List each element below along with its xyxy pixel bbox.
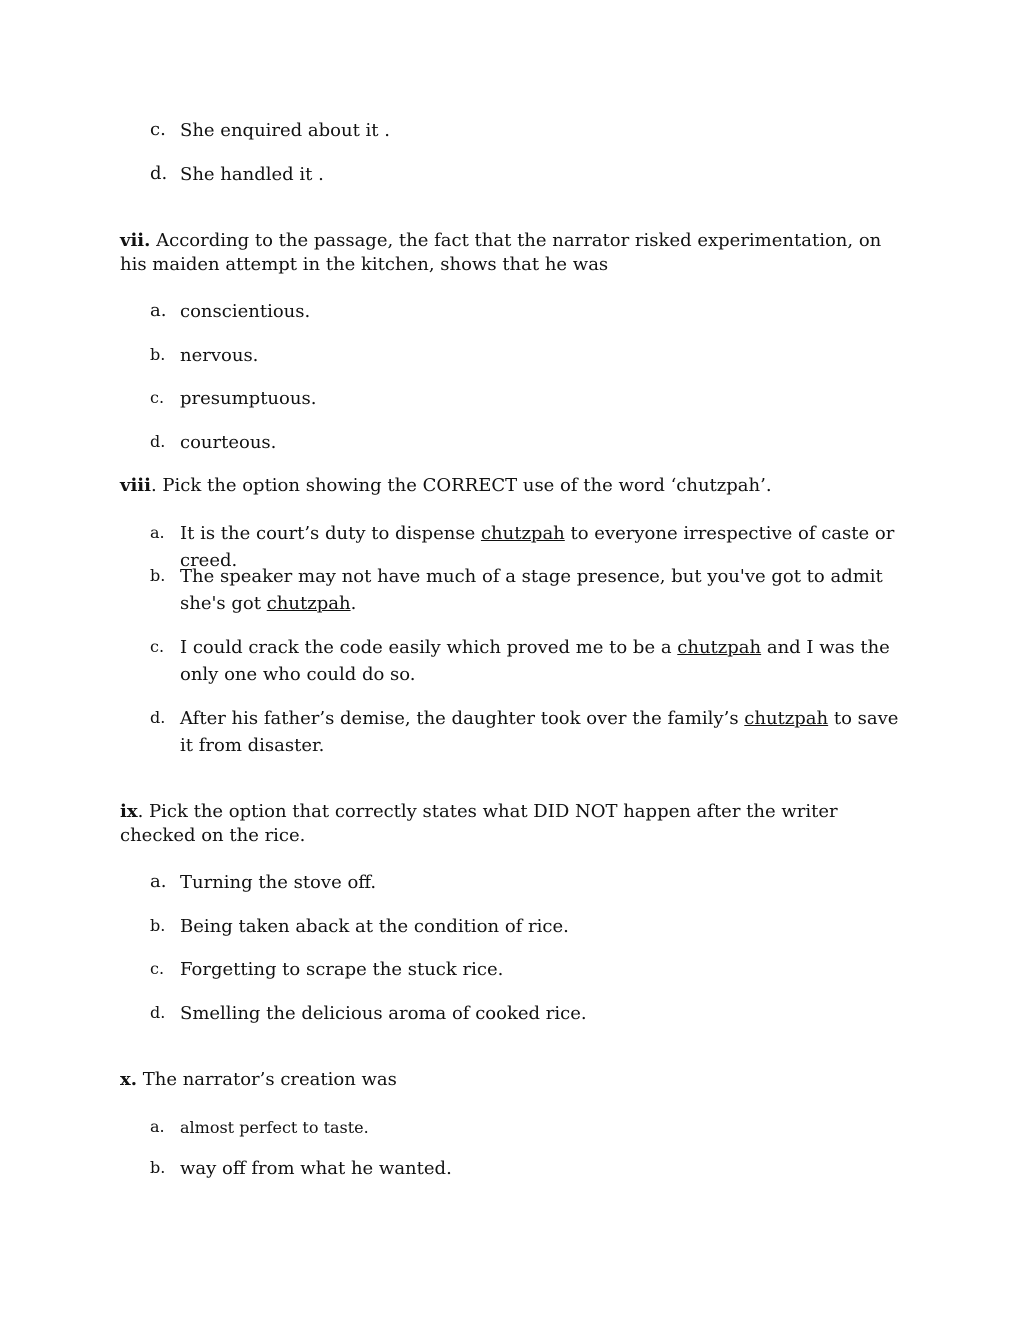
option-text: conscientious.: [180, 301, 311, 322]
question-number: x.: [120, 1069, 137, 1090]
option-text: She handled it .: [180, 164, 324, 185]
question-number: viii: [120, 475, 151, 496]
option-letter: d.: [150, 1003, 166, 1022]
option-letter: a.: [150, 871, 167, 892]
option-letter: b.: [150, 566, 166, 585]
option-text-after: and I was the only one who could do so.: [180, 637, 890, 685]
question-stem: [120, 800, 910, 848]
option-text-after: to save it from disaster.: [180, 708, 899, 756]
chutzpah-word: chutzpah: [480, 523, 565, 544]
question-text: The narrator’s creation was: [137, 1069, 397, 1090]
option-letter: b.: [150, 345, 166, 364]
option-text-after: to everyone irrespective of caste or creed.: [180, 523, 895, 571]
option-text-before: After his father’s demise, the daughter took over the family’s: [180, 708, 745, 729]
option-text: [180, 563, 910, 617]
option-letter: d.: [150, 163, 168, 184]
option-text: way off from what he wanted.: [180, 1158, 452, 1179]
option-text: Smelling the delicious aroma of cooked rice.: [180, 1003, 587, 1024]
option-letter: d.: [150, 432, 166, 451]
option-text: [180, 634, 910, 688]
option-letter: c.: [150, 119, 166, 140]
option-letter: a.: [150, 523, 165, 542]
question-number: vii.: [120, 230, 151, 251]
chutzpah-word: chutzpah: [266, 593, 351, 614]
option-text-before: I could crack the code easily which proved me to be a: [180, 637, 678, 658]
option-letter: c.: [150, 388, 165, 407]
option-text: almost perfect to taste.: [180, 1118, 369, 1137]
question-stem: [120, 229, 910, 277]
option-letter: b.: [150, 1158, 166, 1177]
option-letter: c.: [150, 637, 165, 656]
question-text: According to the passage, the fact that the narrator risked experimentation, on his maiden attempt in the kitchen, shows that he was: [120, 230, 882, 275]
option-text: Being taken aback at the condition of rice.: [180, 916, 569, 937]
option-text: [180, 705, 910, 759]
option-text-before: The speaker may not have much of a stage presence, but you've got to admit she's got: [180, 566, 883, 614]
option-text: presumptuous.: [180, 388, 317, 409]
option-letter: a.: [150, 1117, 165, 1136]
option-text: She enquired about it .: [180, 120, 390, 141]
option-text: Turning the stove off.: [180, 872, 377, 893]
option-letter: b.: [150, 916, 166, 935]
question-text: . Pick the option showing the CORRECT use of the word ‘chutzpah’.: [150, 475, 772, 496]
option-letter: d.: [150, 708, 166, 727]
option-letter: c.: [150, 959, 165, 978]
option-text: courteous.: [180, 432, 277, 453]
question-stem: [120, 1068, 910, 1092]
chutzpah-word: chutzpah: [744, 708, 829, 729]
option-text: Forgetting to scrape the stuck rice.: [180, 959, 504, 980]
question-stem: [120, 474, 910, 498]
option-text: nervous.: [180, 345, 259, 366]
question-text: . Pick the option that correctly states what DID NOT happen after the writer checked on the rice.: [120, 801, 838, 846]
chutzpah-word: chutzpah: [677, 637, 762, 658]
option-text-after: .: [350, 593, 357, 614]
option-letter: a.: [150, 300, 167, 321]
option-text-before: It is the court’s duty to dispense: [180, 523, 481, 544]
question-number: ix: [120, 801, 138, 822]
